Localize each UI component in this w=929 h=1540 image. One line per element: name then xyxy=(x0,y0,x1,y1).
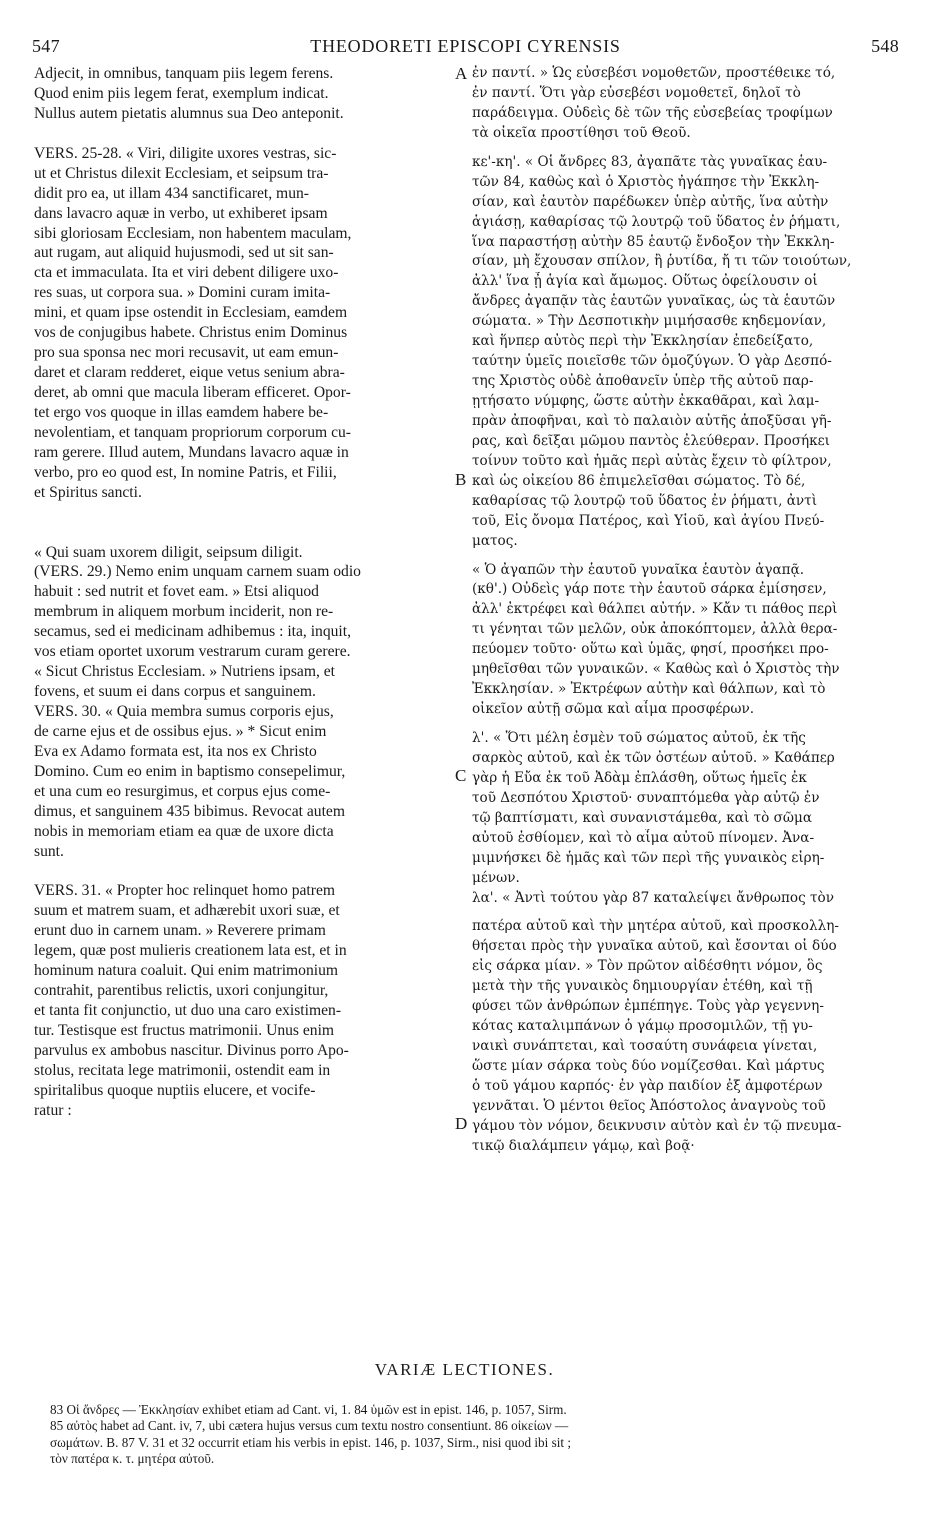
text-line: ἁγιάσῃ, καθαρίσας τῷ λουτρῷ τοῦ ὕδατος ἐν ῥήματι, xyxy=(472,213,841,230)
text-line: (κθ'.) Οὐδεὶς γάρ ποτε τὴν ἑαυτοῦ σάρκα ἐμίσησεν, xyxy=(472,581,827,598)
latin-column xyxy=(34,64,452,1121)
text-line: καὶ ὡς οἰκείου 86 ἐπιμελεῖσθαι σώματος. Τὸ δέ, xyxy=(472,472,806,489)
text-line: σαρκὸς αὐτοῦ, καὶ ἐκ τῶν ὀστέων αὐτοῦ. » Καθάπερ xyxy=(472,749,835,766)
margin-marker-b: B xyxy=(455,470,467,489)
text-line: πρὰν ἀποφῆναι, καὶ τὸ παλαιὸν αὐτῆς ἀποξῦσαι γῆ- xyxy=(472,412,832,429)
greek-column xyxy=(472,64,896,1157)
text-line: VERS. 30. « Quia membra sumus corporis ejus, xyxy=(34,703,334,720)
text-line: suum et matrem suam, et adhærebit uxori suæ, et xyxy=(34,902,340,920)
text-line: ut et Christus dilexit Ecclesiam, et seipsum tra- xyxy=(34,164,329,182)
text-line: σίαν, καὶ ἑαυτὸν παρέδωκεν ὑπὲρ αὐτῆς, ἵνα αὐτὴν xyxy=(472,193,829,210)
text-line: cta et immaculata. Ita et viri debent diligere uxo- xyxy=(34,264,339,282)
text-line: « Qui suam uxorem diligit, seipsum diligit. xyxy=(34,543,303,561)
text-line: πατέρα αὐτοῦ καὶ τὴν μητέρα αὐτοῦ, καὶ προσκολλη- xyxy=(472,918,839,935)
text-line: καὶ ἥνπερ αὐτὸς περὶ τὴν Ἐκκλησίαν ἐπεδείξατο, xyxy=(472,333,814,350)
paragraph-gap xyxy=(472,552,896,561)
text-line: τι γένηται τῶν μελῶν, οὐκ ἀποκόπτομεν, ἀλλὰ θερα- xyxy=(472,621,838,638)
text-line: et una cum eo resurgimus, et corpus ejus come- xyxy=(34,782,331,800)
text-line: γάμου τὸν νόμον, δεικνυσιν αὐτὸν καὶ ἐν τῷ πνευμα- xyxy=(472,1117,842,1134)
text-line: « Ὁ ἀγαπῶν τὴν ἑαυτοῦ γυναῖκα ἑαυτὸν ἀγαπᾷ. xyxy=(472,561,805,578)
text-line: μιμνήσκει δὲ ἡμᾶς καὶ τῶν περὶ τῆς γυναικὸς εἰρη- xyxy=(472,849,825,866)
text-line: της Χριστὸς οὐδὲ ἀποθανεῖν ὑπὲρ τῆς αὐτοῦ παρ- xyxy=(472,373,814,390)
text-line: 83 Οἱ ἄνδρες — Ἐκκλησίαν exhibet etiam ad Cant. vi, 1. 84 ὑμῶν est in epist. 146, p. 1057, Sirm. xyxy=(50,1402,567,1417)
text-line: fovens, et suum ei dans corpus et sanguinem. xyxy=(34,683,316,701)
blank-line xyxy=(34,523,452,543)
page-header xyxy=(32,36,899,62)
text-line: ματος. xyxy=(472,532,518,549)
text-line: ὥστε μίαν σάρκα τοὺς δύο νομίζεσθαι. Καὶ μάρτυς xyxy=(472,1058,825,1074)
text-line: κε'-κη'. « Οἱ ἄνδρες 83, ἀγαπᾶτε τὰς γυναῖκας ἑαυ- xyxy=(472,153,828,170)
text-line: daret et claram redderet, eique vetus senium abra- xyxy=(34,364,345,382)
text-line: dimus, et sanguinem 435 bibimus. Revocat autem xyxy=(34,802,345,820)
text-line: κότας καταλιμπάνων ὁ γάμῳ προσομιλῶν, τῇ γυ- xyxy=(472,1018,813,1035)
text-line: sunt. xyxy=(34,842,64,860)
text-line: ρας, καὶ δεῖξαι μῶμου παντὸς ἐλεύθεραν. Προσήκει xyxy=(472,432,831,449)
text-line: μηθεῖσθαι τῶν γυναικῶν. « Καθὼς καὶ ὁ Χριστὸς τὴν xyxy=(472,661,840,678)
text-line: ταύτην ὑμεῖς ποιεῖσθε τῶν ὁμοζύγων. Ὁ γὰρ Δεσπό- xyxy=(472,353,832,370)
text-line: πεύομεν τοῦτο· οὕτω καὶ ὑμᾶς, φησί, προσήκει προ- xyxy=(472,641,829,658)
text-line: dans lavacro aquæ in verbo, ut exhiberet ipsam xyxy=(34,204,328,222)
text-line: vos etiam oportet uxorum vestrarum curam gerere. xyxy=(34,643,351,661)
text-line: secamus, sed ei medicinam adhibemus : ita, inquit, xyxy=(34,623,351,641)
blank-line xyxy=(34,503,452,523)
text-line: et tanta fit conjunctio, ut duo una caro existimen- xyxy=(34,1002,342,1020)
text-line: ἄνδρες ἀγαπᾷν τὰς ἑαυτῶν γυναῖκας, ὡς τὰ ἑαυτῶν xyxy=(472,293,836,310)
text-line: stolus, recitata lege matrimonii, ostendit eam in xyxy=(34,1061,331,1079)
text-line: sibi gloriosam Ecclesiam, non habentem maculam, xyxy=(34,224,352,242)
page-number-left: 547 xyxy=(32,36,60,56)
text-line: (VERS. 29.) Nemo enim unquam carnem suam odio xyxy=(34,563,361,581)
paragraph-gap xyxy=(472,908,896,917)
text-line: λ'. « Ὅτι μέλη ἐσμὲν τοῦ σώματος αὐτοῦ, ἐκ τῆς xyxy=(472,730,806,746)
blank-line xyxy=(34,862,452,882)
margin-marker-d: D xyxy=(455,1114,468,1133)
footnotes xyxy=(50,1402,905,1468)
text-line: tet ergo vos quoque in illas eamdem habere be- xyxy=(34,403,329,421)
text-line: 85 αὐτὸς habet ad Cant. iv, 7, ubi cætera hujus versus cum textu nostro consentiunt. 86 οἰκείων — xyxy=(50,1418,569,1434)
text-line: habuit : sed nutrit et fovet eam. » Etsi aliquod xyxy=(34,583,319,601)
text-line: μένων. xyxy=(472,869,520,886)
text-line: Nullus autem pietatis alumnus sua Deo anteponit. xyxy=(34,104,344,122)
running-title: THEODORETI EPISCOPI CYRENSIS xyxy=(310,36,621,56)
text-line: ἐν παντί. Ὅτι γὰρ εὐσεβέσι νομοθετεῖ, δηλοῖ τὸ xyxy=(472,84,801,101)
text-line: οἰκεῖον αὐτῇ σῶμα καὶ αἷμα προσφέρων. xyxy=(472,701,755,718)
margin-marker-c: C xyxy=(455,766,467,785)
text-line: Ἐκκλησίαν. » Ἐκτρέφων αὐτὴν καὶ θάλπων, καὶ τὸ xyxy=(472,681,826,698)
text-line: nevolentiam, et tanquam propriorum corporum cu- xyxy=(34,423,351,441)
text-line: VERS. 31. « Propter hoc relinquet homo patrem xyxy=(34,882,335,900)
text-line: spiritalibus quoque nuptiis elucere, et vocife- xyxy=(34,1081,316,1099)
text-line: γὰρ ἡ Εὔα ἐκ τοῦ Ἀδὰμ ἐπλάσθη, οὕτως ἡμεῖς ἐκ xyxy=(472,769,807,786)
text-line: σώματα. » Τὴν Δεσποτικὴν μιμήσασθε κηδεμονίαν, xyxy=(472,313,827,330)
text-line: pro sua sponsa nec mori recusavit, ut eam emun- xyxy=(34,344,339,362)
text-line: σίαν, μὴ ἔχουσαν σπίλον, ἢ ῥυτίδα, ἤ τι τῶν τοιούτων, xyxy=(472,253,852,270)
text-line: vos de conjugibus habete. Christus enim Dominus xyxy=(34,324,348,342)
text-line: τικῷ διαλάμπειν γάμῳ, καὶ βοᾷ· xyxy=(472,1137,695,1154)
text-line: Adjecit, in omnibus, tanquam piis legem ferens. xyxy=(34,65,334,82)
text-line: ῃτήσατο νύμφης, ὥστε αὐτὴν ἐκκαθᾶραι, καὶ λαμ- xyxy=(472,393,820,409)
text-line: legem, quæ post mulieris creationem lata est, et in xyxy=(34,942,347,960)
text-line: τῷ βαπτίσματι, καὶ συνανιστάμεθα, καὶ τὸ σῶμα xyxy=(472,809,813,826)
text-line: « Sicut Christus Ecclesiam. » Nutriens ipsam, et xyxy=(34,663,336,681)
text-line: hominum natura coaluit. Qui enim matrimonium xyxy=(34,962,339,980)
text-line: παράδειγμα. Οὐδεὶς δὲ τῶν τῆς εὐσεβείας τροφίμων xyxy=(472,104,833,121)
text-line: ὁ τοῦ γάμου καρπός· ἐν γὰρ παιδίον ἐξ ἀμφοτέρων xyxy=(472,1077,823,1094)
text-line: didit pro ea, ut illam 434 sanctificaret, mun- xyxy=(34,184,309,202)
text-line: μετὰ τὴν τῆς γυναικὸς δημιουργίαν ἐτέθη, καὶ τῇ xyxy=(472,978,813,995)
text-line: deret, ab omni que macula liberam efficeret. Opor- xyxy=(34,384,351,401)
text-line: contrahit, parentibus relictis, uxori conjungitur, xyxy=(34,982,329,1000)
text-line: αὐτοῦ ἐσθίομεν, καὶ τὸ αἷμα αὐτοῦ πίνομεν. Ἀνα- xyxy=(472,829,815,846)
text-line: τὸν πατέρα κ. τ. μητέρα αὐτοῦ. xyxy=(50,1451,215,1467)
blank-line xyxy=(34,124,452,144)
text-line: verbo, pro eo quod est, In nomine Patris, et Filii, xyxy=(34,463,337,481)
paragraph-gap xyxy=(472,720,896,729)
text-line: καθαρίσας τῷ λουτρῷ τοῦ ὕδατος ἐν ῥήματι, ἀντὶ xyxy=(472,492,818,509)
text-line: res suas, ut corpora sua. » Domini curam imita- xyxy=(34,284,331,302)
margin-marker-a: A xyxy=(455,64,468,83)
variae-lectiones-title: VARIÆ LECTIONES. xyxy=(374,1360,555,1379)
text-line: Quod enim piis legem ferat, exemplum indicat. xyxy=(34,84,329,102)
text-line: ναικὶ συνάπτεται, καὶ τοσαύτη συνάφεια γίνεται, xyxy=(472,1038,818,1055)
text-line: ἐν παντί. » Ὡς εὐσεβέσι νομοθετῶν, προστέθεικε τό, xyxy=(472,65,836,81)
text-line: nobis in memoriam etiam ea quæ de uxore dicta xyxy=(34,822,334,840)
text-line: mini, et quam ipse ostendit in Ecclesiam, eamdem xyxy=(34,304,348,322)
page-number-right: 548 xyxy=(871,36,899,56)
text-line: parvulus ex ambobus nascitur. Divinus porro Apo- xyxy=(34,1041,349,1059)
text-line: σωμάτων. B. 87 V. 31 et 32 occurrit etiam his verbis in epist. 146, p. 1037, Sirm., nisi quod ibi sit ; xyxy=(50,1434,572,1450)
text-line: φύσει τῶν ἀνθρώπων ἐμπέπηγε. Τοὺς γὰρ γεγεννη- xyxy=(472,998,824,1015)
text-line: de carne ejus et de ossibus ejus. » * Sicut enim xyxy=(34,722,327,740)
text-line: ἀλλ' ἵνα ᾖ ἁγία καὶ ἄμωμος. Οὕτως ὀφείλουσιν οἱ xyxy=(472,273,818,290)
text-line: ram gerere. Illud autem, Mundans lavacro aquæ in xyxy=(34,443,349,461)
text-line: Domino. Cum eo enim in baptismo consepelimur, xyxy=(34,762,346,780)
text-line: ratur : xyxy=(34,1101,72,1119)
paragraph-gap xyxy=(472,144,896,153)
text-line: aut rugam, aut aliquid hujusmodi, sed ut sit san- xyxy=(34,244,334,262)
text-line: τοῦ, Εἰς ὄνομα Πατέρος, καὶ Υἱοῦ, καὶ ἁγίου Πνεύ- xyxy=(472,512,825,529)
text-line: VERS. 25-28. « Viri, diligite uxores vestras, sic- xyxy=(34,144,337,162)
text-line: τοῦ Δεσπότου Χριστοῦ· συναπτόμεθα γὰρ αὐτῷ ἐν xyxy=(472,789,820,806)
text-line: θήσεται πρὸς τὴν γυναῖκα αὐτοῦ, καὶ ἔσονται οἱ δύο xyxy=(472,938,837,955)
text-line: membrum in aliquem morbum inciderit, non re- xyxy=(34,603,334,621)
text-line: ἀλλ' ἐκτρέφει καὶ θάλπει αὐτήν. » Κἄν τι πάθος περὶ xyxy=(472,601,838,618)
text-line: εἰς σάρκα μίαν. » Τὸν πρῶτον αἰδέσθητι νόμον, ὃς xyxy=(472,958,823,975)
text-line: τῶν 84, καθὼς καὶ ὁ Χριστὸς ἠγάπησε τὴν Ἐκκλη- xyxy=(472,173,820,190)
text-line: tur. Testisque est fructus matrimonii. Unus enim xyxy=(34,1022,335,1039)
text-line: et Spiritus sancti. xyxy=(34,483,142,501)
text-line: Eva ex Adamo formata est, ita nos ex Christo xyxy=(34,742,317,760)
text-line: τοίνυν τοῦτο καὶ ἡμᾶς περὶ αὐτὰς ἔχειν τὸ φίλτρον, xyxy=(472,452,832,469)
text-line: γεννᾶται. Ὁ μέντοι θεῖος Ἀπόστολος ἀναγνοὺς τοῦ xyxy=(472,1097,826,1114)
text-line: τὰ οἰκεῖα προστίθησι τοῦ Θεοῦ. xyxy=(472,124,691,141)
text-line: erunt duo in carnem unam. » Reverere primam xyxy=(34,922,326,940)
text-line: λα'. « Ἀντὶ τούτου γὰρ 87 καταλείψει ἄνθρωπος τὸν xyxy=(472,889,834,906)
text-line: ἵνα παραστήσῃ αὐτὴν 85 ἑαυτῷ ἔνδοξον τὴν Ἐκκλη- xyxy=(472,233,835,250)
